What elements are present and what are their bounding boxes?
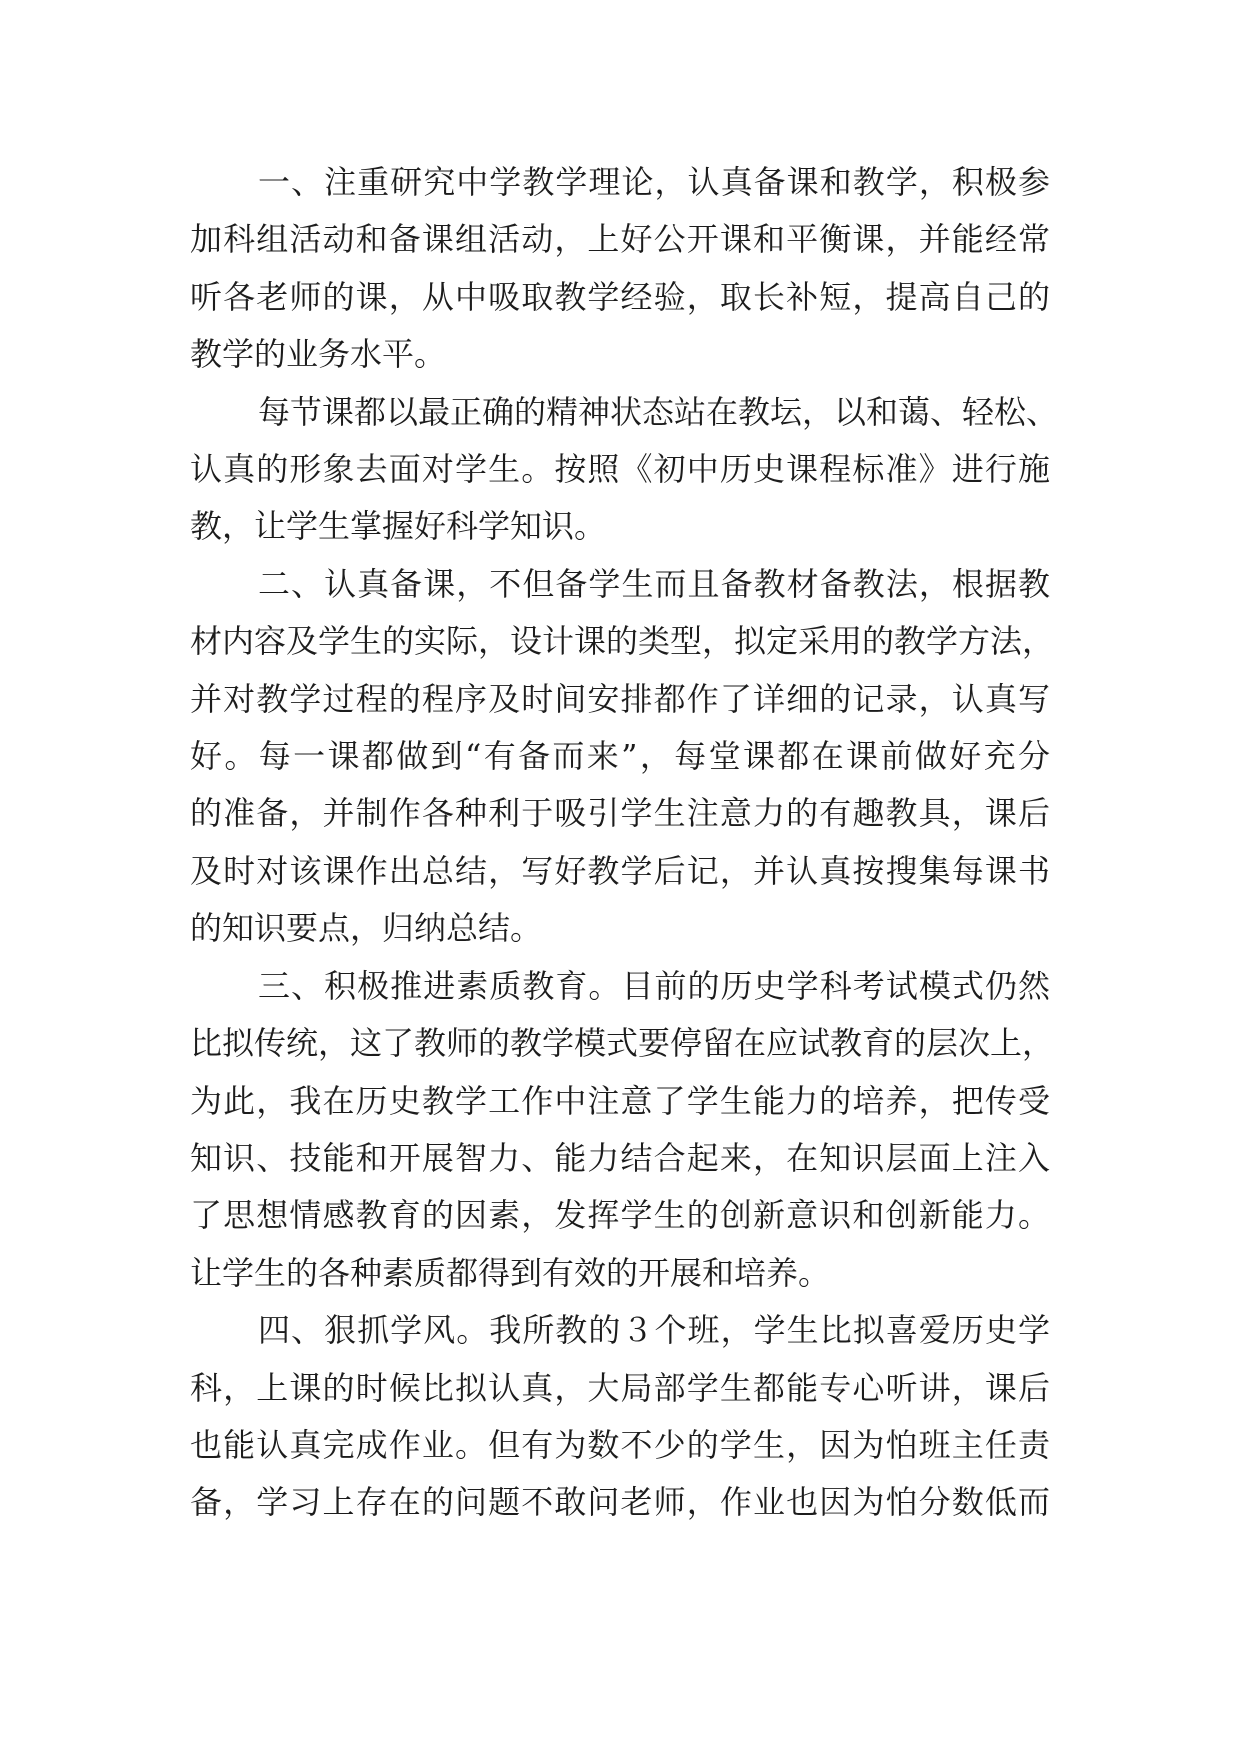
text-line: 认真的形象去面对学生。按照《初中历史课程标准》进行施	[190, 450, 1050, 489]
text-line: 并对教学过程的程序及时间安排都作了详细的记录，认真写	[190, 679, 1050, 718]
text-line: 科，上课的时候比拟认真，大局部学生都能专心听讲，课后	[190, 1368, 1050, 1407]
text-line: 备，学习上存在的问题不敢问老师，作业也因为怕分数低而	[190, 1483, 1050, 1522]
text-line: 比拟传统，这了教师的教学模式要停留在应试教育的层次上，	[190, 1024, 1055, 1063]
document-body	[190, 154, 1059, 1532]
paragraph-teaching-theory	[190, 154, 1050, 384]
text-line: 为此，我在历史教学工作中注意了学生能力的培养，把传受	[190, 1081, 1050, 1120]
paragraph-classroom-attitude	[190, 384, 1059, 556]
text-line: 三、积极推进素质教育。目前的历史学科考试模式仍然	[258, 966, 1050, 1005]
text-line: 每节课都以最正确的精神状态站在教坛，以和蔼、轻松、	[258, 392, 1059, 431]
text-line: 让学生的各种素质都得到有效的开展和培养。	[190, 1253, 831, 1292]
text-line: 教，让学生掌握好科学知识。	[190, 507, 607, 546]
text-line: 四、狠抓学风。我所教的３个班，学生比拟喜爱历史学	[258, 1311, 1050, 1350]
text-line: 的知识要点，归纳总结。	[190, 909, 543, 948]
text-line: 好。每一课都做到“有备而来”，每堂课都在课前做好充分	[190, 737, 1050, 776]
paragraph-study-style	[190, 1302, 1050, 1532]
text-line: 一、注重研究中学教学理论，认真备课和教学，积极参	[258, 163, 1050, 201]
text-line: 也能认真完成作业。但有为数不少的学生，因为怕班主任责	[190, 1425, 1050, 1464]
text-line: 教学的业务水平。	[190, 335, 447, 374]
text-line: 知识、技能和开展智力、能力结合起来，在知识层面上注入	[190, 1138, 1050, 1177]
text-line: 的准备，并制作各种利于吸引学生注意力的有趣教具，课后	[190, 794, 1050, 833]
text-line: 了思想情感教育的因素，发挥学生的创新意识和创新能力。	[190, 1196, 1050, 1235]
text-line: 加科组活动和备课组活动，上好公开课和平衡课，并能经常	[190, 220, 1050, 259]
text-line: 二、认真备课，不但备学生而且备教材备教法，根据教	[258, 564, 1050, 603]
text-line: 及时对该课作出总结，写好教学后记，并认真按搜集每课书	[190, 851, 1050, 890]
paragraph-lesson-preparation	[190, 556, 1055, 958]
text-line: 听各老师的课，从中吸取教学经验，取长补短，提高自己的	[190, 277, 1050, 316]
text-line: 材内容及学生的实际，设计课的类型，拟定采用的教学方法，	[190, 622, 1055, 661]
paragraph-quality-education	[190, 958, 1055, 1302]
